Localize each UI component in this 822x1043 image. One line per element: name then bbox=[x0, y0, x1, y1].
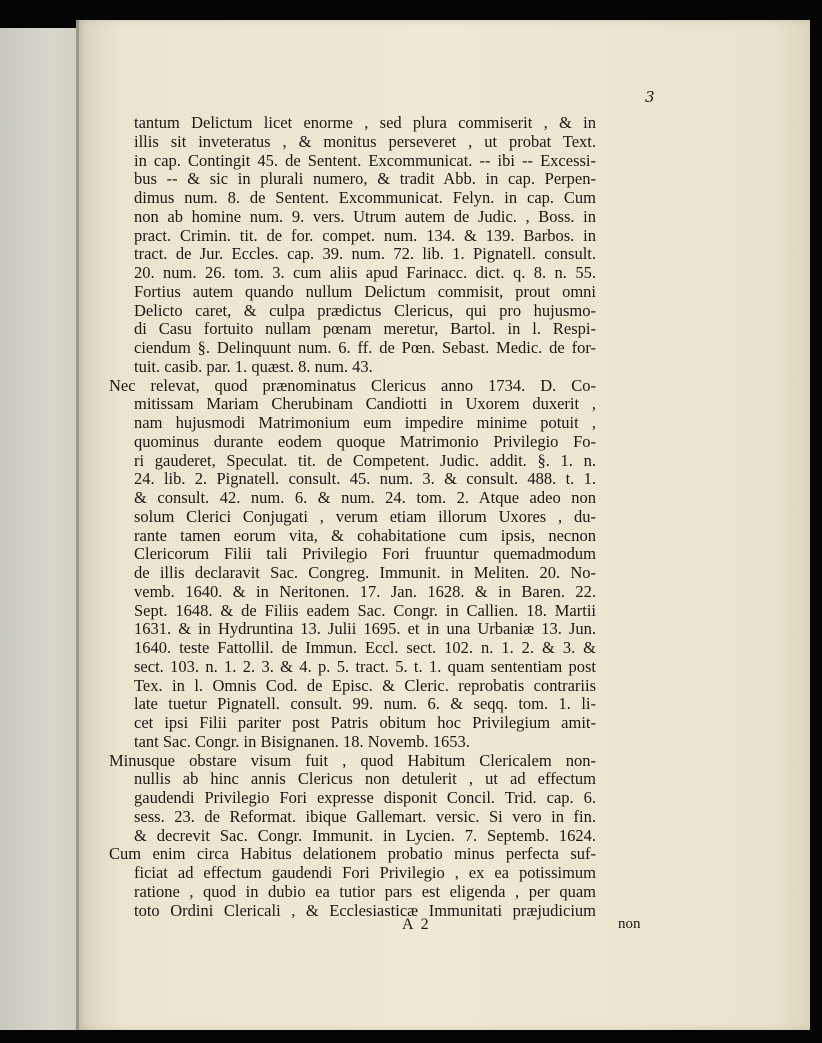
text-line: di Casu fortuito nullam pœnam meretur, Bartol. in l. Respi- bbox=[134, 319, 596, 339]
text-line: Clericorum Filii tali Privilegio Fori fruuntur quemadmodum bbox=[134, 544, 596, 564]
text-line: dimus num. 8. de Sentent. Excommunicat. Felyn. in cap. Cum bbox=[134, 188, 596, 207]
text-line: tuit. casib. par. 1. quæst. 8. num. 43. bbox=[134, 356, 373, 376]
text-line: Nec relevat, quod prænominatus Clericus anno 1734. D. Co- bbox=[109, 375, 596, 395]
text-line: Sept. 1648. & de Filiis eadem Sac. Congr. in Callien. 18. Martii bbox=[134, 600, 596, 620]
facing-page-edge bbox=[0, 28, 86, 1030]
text-line: bus -- & sic in plurali numero, & tradit Abb. in cap. Perpen- bbox=[134, 169, 596, 189]
text-line: cet ipsi Filii pariter post Patris obitum hoc Privilegium amit- bbox=[134, 713, 596, 732]
text-line: 20. num. 26. tom. 3. cum aliis apud Farinacc. dict. q. 8. n. 55. bbox=[134, 263, 596, 282]
text-line: ficiat ad effectum gaudendi Fori Privilegio , ex ea potissimum bbox=[134, 863, 596, 882]
text-line: nam hujusmodi Matrimonium eum impedire minime potuit , bbox=[134, 413, 596, 432]
text-line: tant Sac. Congr. in Bisignanen. 18. Novemb. 1653. bbox=[134, 731, 470, 751]
text-line: Fortius autem quando nullum Delictum commisit, prout omni bbox=[134, 281, 596, 301]
text-line: tract. de Jur. Eccles. cap. 39. num. 72. lib. 1. Pignatell. consult. bbox=[134, 244, 596, 264]
text-line: & decrevit Sac. Congr. Immunit. in Lycien. 7. Septemb. 1624. bbox=[134, 825, 596, 845]
text-line: vemb. 1640. & in Neritonen. 17. Jan. 1628. & in Baren. 22. bbox=[134, 581, 596, 601]
text-line: sess. 23. de Reformat. ibique Gallemart. versic. Si vero in fin. bbox=[134, 806, 596, 826]
text-line: rante tamen eorum vita, & cohabitatione cum ipsis, necnon bbox=[134, 525, 596, 545]
text-line: tantum Delictum licet enorme , sed plura commiserit , & in bbox=[134, 113, 596, 132]
text-line: non ab homine num. 9. vers. Utrum autem de Judic. , Boss. in bbox=[134, 206, 596, 226]
text-line: 1631. & in Hydruntina 13. Julii 1695. et in una Urbaniæ 13. Jun. bbox=[134, 619, 596, 639]
text-line: ciendum §. Delinquunt num. 6. ff. de Pœn. Sebast. Medic. de for- bbox=[134, 338, 596, 357]
text-line: nullis ab hinc annis Clericus non detulerit , ut ad effectum bbox=[134, 769, 596, 789]
text-line: sect. 103. n. 1. 2. 3. & 4. p. 5. tract. 5. t. 1. quam sententiam post bbox=[134, 656, 596, 676]
text-line: & consult. 42. num. 6. & num. 24. tom. 2. Atque adeo non bbox=[134, 488, 596, 507]
text-line: Tex. in l. Omnis Cod. de Episc. & Cleric. reprobatis contrariis bbox=[134, 675, 596, 695]
catchword: non bbox=[618, 916, 641, 932]
text-line: Cum enim circa Habitus delationem probatio minus perfecta suf- bbox=[109, 844, 596, 864]
text-line: Minusque obstare visum fuit , quod Habitum Clericalem non- bbox=[109, 750, 596, 770]
text-line: quominus durante eodem quoque Matrimonio Privilegio Fo- bbox=[134, 431, 596, 451]
text-line: ratione , quod in dubio ea tutior pars est eligenda , per quam bbox=[134, 881, 596, 901]
text-line: gaudendi Privilegio Fori expresse disponit Concil. Trid. cap. 6. bbox=[134, 788, 596, 807]
text-line: in cap. Contingit 45. de Sentent. Excommunicat. -- ibi -- Excessi- bbox=[134, 150, 596, 170]
text-line: mitissam Mariam Cherubinam Candiotti in Uxorem duxerit , bbox=[134, 394, 596, 414]
text-line: solum Clerici Conjugati , verum etiam illorum Uxores , du- bbox=[134, 506, 596, 526]
text-line: illis sit inveteratus , & monitus perseveret , ut probat Text. bbox=[134, 131, 596, 151]
text-line: 1640. teste Fattollil. de Immun. Eccl. sect. 102. n. 1. 2. & 3. & bbox=[134, 638, 596, 657]
text-line: late tuetur Pignatell. consult. 99. num. 6. & seqq. tom. 1. li- bbox=[134, 694, 596, 714]
text-line: de illis declaravit Sac. Congreg. Immunit. in Meliten. 20. No- bbox=[134, 563, 596, 582]
text-line: pract. Crimin. tit. de for. compet. num. 134. & 139. Barbos. in bbox=[134, 225, 596, 245]
text-line: toto Ordini Clericali , & Ecclesiasticæ Immunitati præjudicium bbox=[134, 900, 596, 920]
text-line: Delicto caret, & culpa prædictus Clericus, qui pro hujusmo- bbox=[134, 300, 596, 320]
signature-mark: A 2 bbox=[402, 916, 431, 933]
page-gutter bbox=[76, 20, 79, 1030]
page-number: 3 bbox=[645, 88, 655, 106]
text-line: ri gauderet, Speculat. tit. de Competent. Judic. addit. §. 1. n. bbox=[134, 450, 596, 470]
text-line: 24. lib. 2. Pignatell. consult. 45. num. 3. & consult. 488. t. 1. bbox=[134, 469, 596, 489]
